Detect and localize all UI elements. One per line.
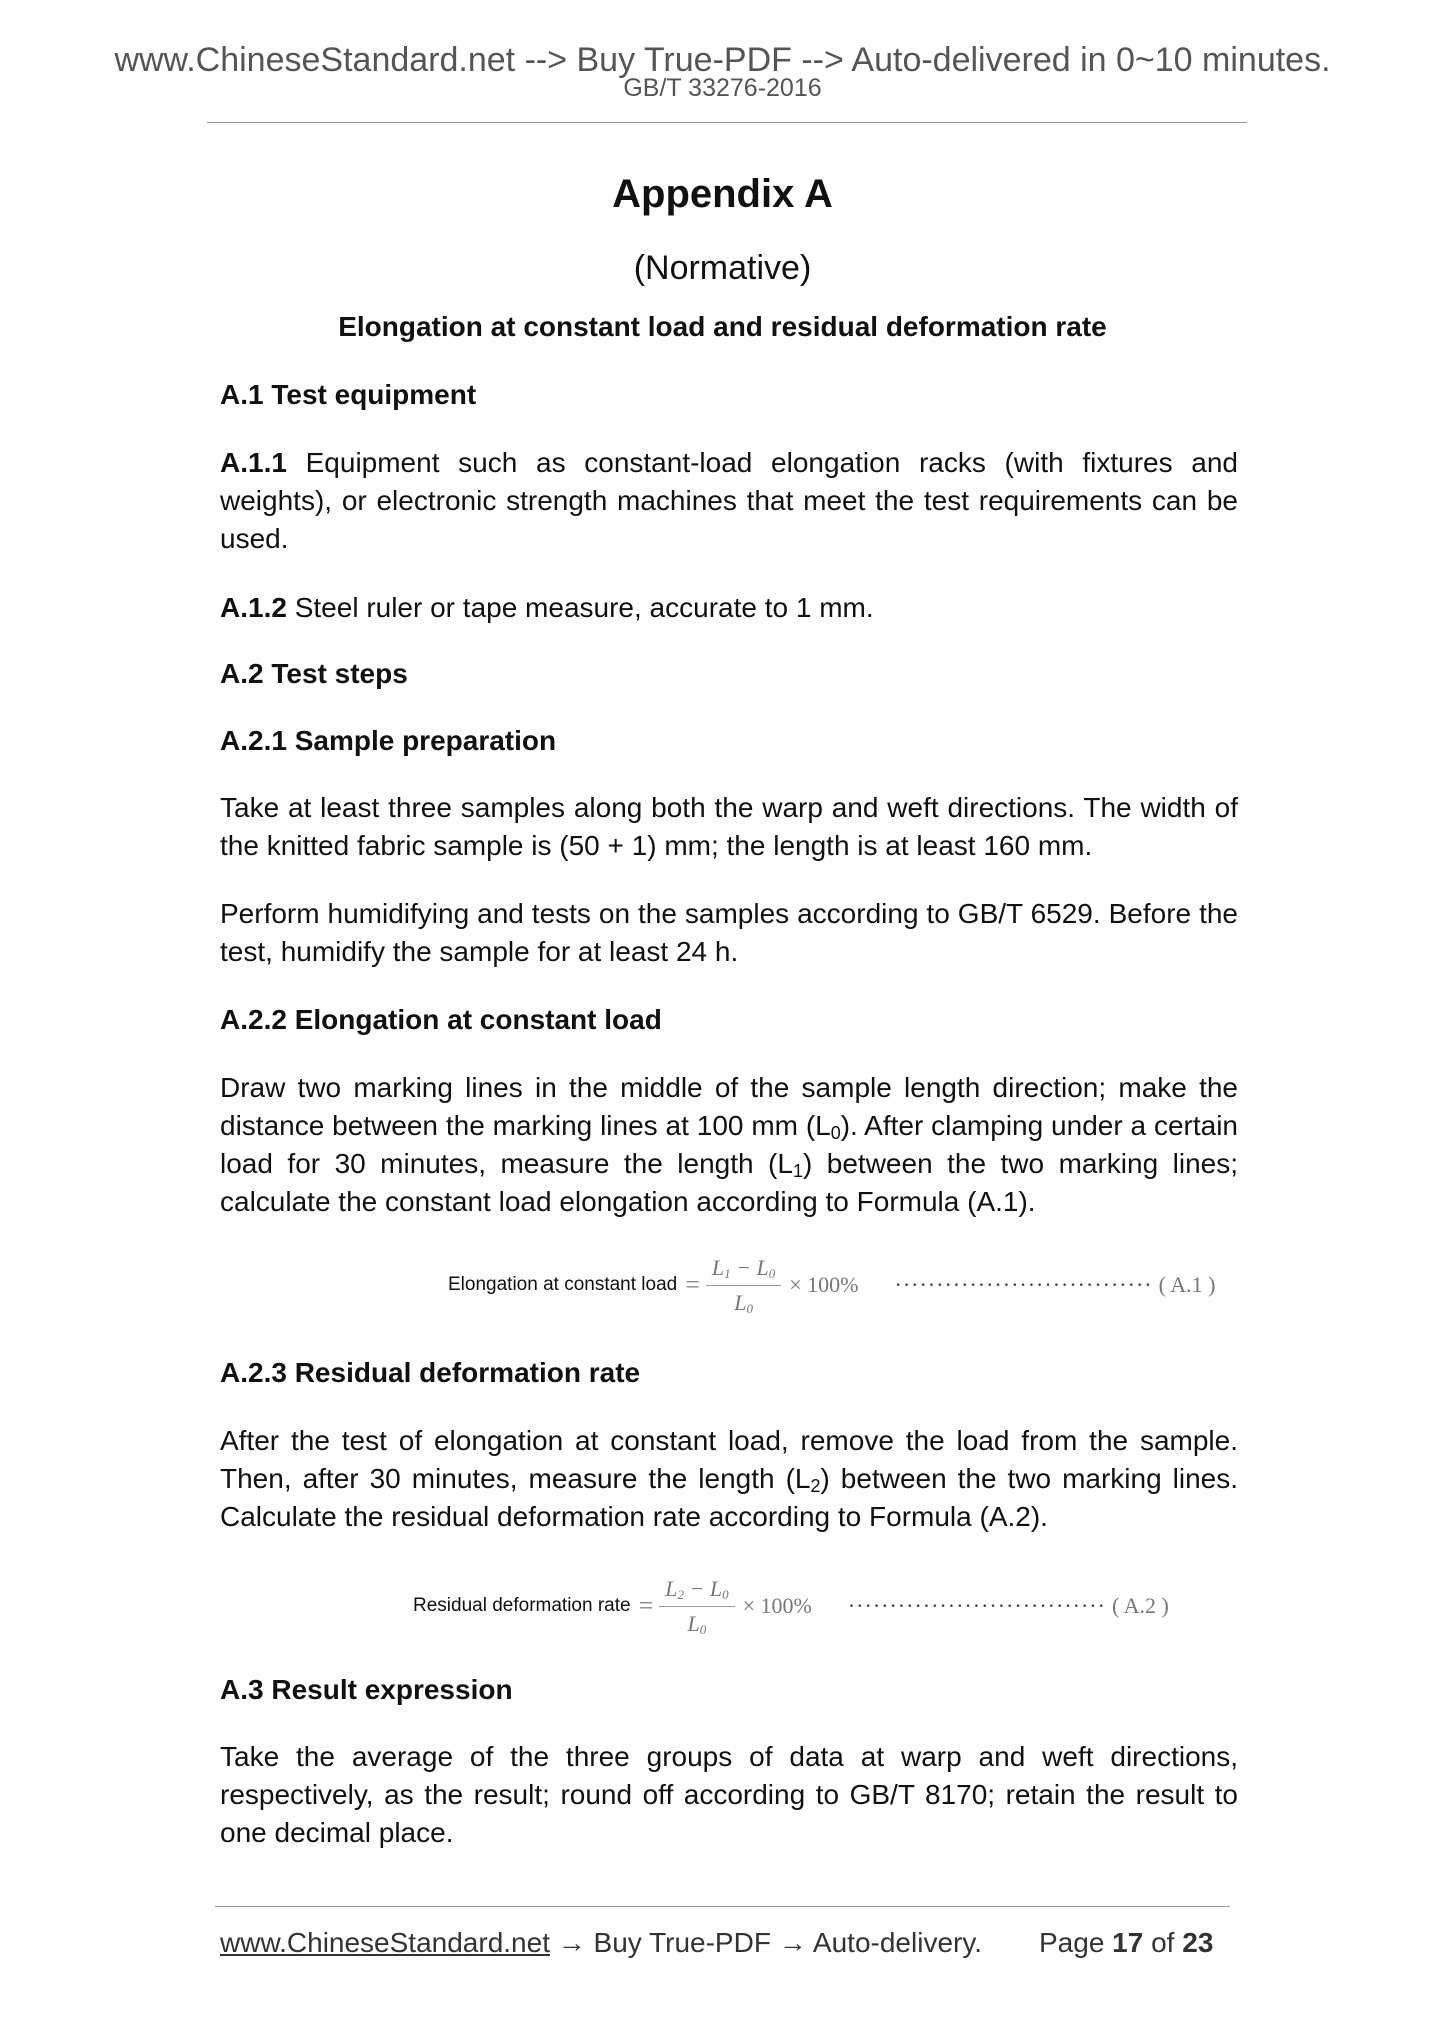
f2-minus: − xyxy=(684,1575,710,1601)
a22-sub-2: 1 xyxy=(792,1161,803,1181)
f2-num-b: L xyxy=(709,1575,723,1601)
heading-a22: A.2.2 Elongation at constant load xyxy=(220,1004,662,1035)
formula-a1-equals: = xyxy=(685,1270,700,1299)
paragraph-a3: Take the average of the three groups of data at warp and weft directions, respectively, as the result; round off according to GB/T 8170; retain the result to one decimal place. xyxy=(220,1741,1238,1848)
f1-num-b: L xyxy=(756,1254,769,1280)
heading-a3: A.3 Result expression xyxy=(220,1674,513,1705)
clause-a12 xyxy=(220,589,1238,627)
f2-den: L xyxy=(687,1610,700,1636)
formula-a1-denominator xyxy=(734,1286,753,1316)
formula-a2-denominator xyxy=(688,1607,707,1637)
appendix-subtitle: Elongation at constant load and residual deformation rate xyxy=(338,311,1107,342)
formula-a2 xyxy=(413,1566,1169,1646)
paragraph-a22 xyxy=(220,1069,1238,1221)
paragraph-a21-1: Take at least three samples along both the warp and weft directions. The width of the knitted fabric sample is (50 + 1) mm; the length is at least 160 mm. xyxy=(220,792,1238,861)
page-of: of xyxy=(1143,1927,1183,1958)
formula-a2-equals: = xyxy=(638,1591,654,1620)
clause-a11 xyxy=(220,444,1238,558)
a23-text-2: ) between the two marking lines. Calculate the residual deformation rate according to Formula (A.2). xyxy=(220,1463,1239,1532)
a22-text-2: ). After clamping under a certain load for 30 minutes, measure the length (L xyxy=(220,1110,1238,1179)
formula-a2-numerator xyxy=(659,1576,734,1607)
f1-minus: − xyxy=(730,1254,757,1280)
formula-a1-label: Elongation at constant load xyxy=(448,1274,678,1295)
formula-a2-fraction xyxy=(659,1576,734,1637)
formula-a2-multiplier: × 100% xyxy=(742,1593,812,1618)
page-indicator xyxy=(1039,1926,1213,1960)
footer-divider xyxy=(215,1906,1230,1907)
heading-a2: A.2 Test steps xyxy=(220,658,408,689)
formula-a1 xyxy=(448,1245,1215,1325)
heading-a1: A.1 Test equipment xyxy=(220,379,477,410)
formula-a2-leader-dots: ······························· xyxy=(847,1593,1106,1618)
f1-den-sub: 0 xyxy=(746,1300,753,1316)
f2-num-b-sub: 0 xyxy=(722,1586,729,1602)
formula-a1-multiplier: × 100% xyxy=(789,1272,859,1297)
clause-a11-text: Equipment such as constant-load elongation racks (with fixtures and weights), or electronic strength machines that meet the test requirements can be used. xyxy=(220,447,1238,554)
appendix-title: Appendix A xyxy=(612,172,833,216)
clause-a12-text: Steel ruler or tape measure, accurate to 1 mm. xyxy=(286,592,874,623)
page-total: 23 xyxy=(1182,1927,1214,1958)
clause-a11-number: A.1.1 xyxy=(220,447,287,478)
formula-a2-label: Residual deformation rate xyxy=(413,1595,631,1616)
a22-text-3: ) between the two marking lines; calculate the constant load elongation according to Formula (A.1). xyxy=(220,1148,1238,1217)
f1-den: L xyxy=(734,1289,747,1315)
f2-den-sub: 0 xyxy=(699,1621,707,1637)
heading-a23: A.2.3 Residual deformation rate xyxy=(220,1357,641,1388)
heading-a21: A.2.1 Sample preparation xyxy=(220,725,557,756)
appendix-status: (Normative) xyxy=(633,249,812,287)
footer-link[interactable]: www.ChineseStandard.net xyxy=(220,1927,550,1958)
footer-tagline: → Buy True-PDF → Auto-delivery. xyxy=(549,1927,983,1958)
page-current: 17 xyxy=(1112,1927,1144,1958)
formula-a1-leader-dots: ······························· xyxy=(894,1272,1153,1297)
a23-text-1: After the test of elongation at constant load, remove the load from the sample. Then, after 30 minutes, measure the length (L xyxy=(220,1425,1238,1494)
clause-a12-number: A.1.2 xyxy=(220,592,287,623)
formula-a2-number: ( A.2 ) xyxy=(1111,1593,1169,1618)
a22-sub-1: 0 xyxy=(830,1123,841,1143)
standard-code: GB/T 33276-2016 xyxy=(623,74,822,102)
a23-sub-1: 2 xyxy=(810,1476,821,1496)
f1-num-a-sub: 1 xyxy=(724,1265,731,1281)
footer-left xyxy=(220,1926,982,1960)
formula-a1-fraction xyxy=(706,1255,781,1316)
paragraph-a21-2: Perform humidifying and tests on the samples according to GB/T 6529. Before the test, humidify the sample for at least 24 h. xyxy=(220,898,1238,967)
f1-num-a: L xyxy=(711,1254,725,1280)
f2-num-a: L xyxy=(665,1575,678,1601)
f1-num-b-sub: 0 xyxy=(768,1265,776,1281)
formula-a1-numerator xyxy=(706,1255,781,1286)
f2-num-a-sub: 2 xyxy=(677,1586,684,1602)
page-label: Page xyxy=(1039,1927,1113,1958)
paragraph-a23 xyxy=(220,1422,1238,1536)
header-divider xyxy=(207,122,1247,123)
formula-a1-number: ( A.1 ) xyxy=(1158,1272,1216,1297)
header-banner: www.ChineseStandard.net --> Buy True-PDF --> Auto-delivered in 0~10 minutes. xyxy=(114,41,1331,79)
a22-text-1: Draw two marking lines in the middle of the sample length direction; make the distance between the marking lines at 100 mm (L xyxy=(220,1072,1238,1141)
